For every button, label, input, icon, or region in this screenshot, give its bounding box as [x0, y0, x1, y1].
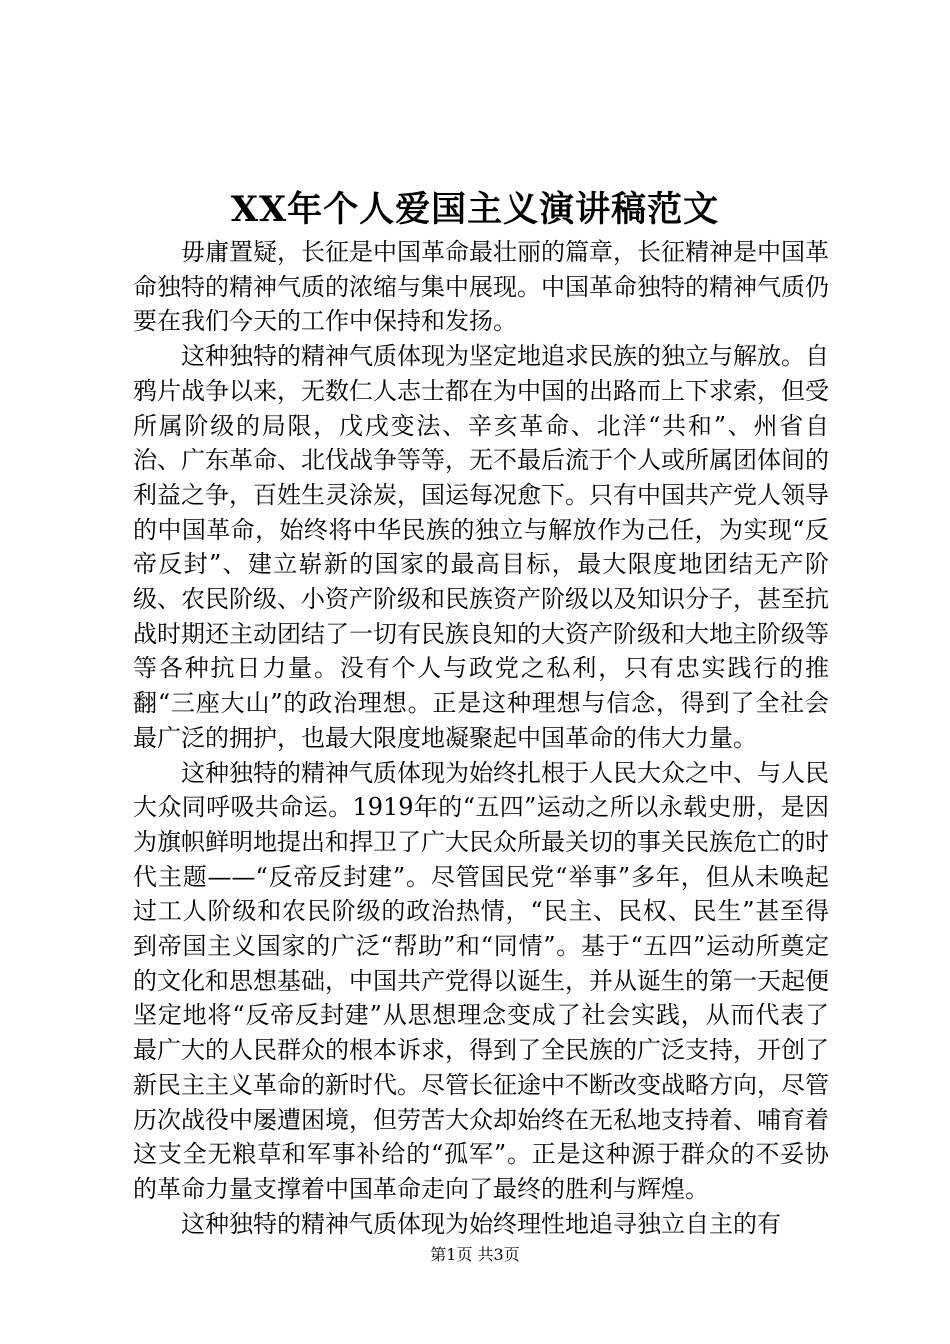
document-body	[133, 235, 829, 1241]
document-title: XX年个人爱国主义演讲稿范文	[230, 189, 720, 230]
paragraph-1: 毋庸置疑，长征是中国革命最壮丽的篇章，长征精神是中国革命独特的精神气质的浓缩与集中展现。中国革命独特的精神气质仍要在我们今天的工作中保持和发扬。	[133, 238, 829, 336]
paragraph-3: 这种独特的精神气质体现为始终扎根于人民大众之中、与人民大众同呼吸共命运。1919年的“五四”运动之所以永载史册，是因为旗帜鲜明地提出和捍卫了广大民众所最关切的事关民族危亡的时代主题——“反帝反封建”。尽管国民党“举事”多年，但从未唤起过工人阶级和农民阶级的政治热情，“民主、民权、民生”甚至得到帝国主义国家的广泛“帮助”和“同情”。基于“五四”运动所奠定的文化和思想基础，中国共产党得以诞生，并从诞生的第一天起便坚定地将“反帝反封建”从思想理念变成了社会实践，从而代表了最广大的人民群众的根本诉求，得到了全民族的广泛支持，开创了新民主主义革命的新时代。尽管长征途中不断改变战略方向，尽管历次战役中屡遭困境，但劳苦大众却始终在无私地支持着、哺育着这支全无粮草和军事补给的“孤军”。正是这种源于群众的不妥协的革命力量支撑着中国革命走向了最终的胜利与辉煌。	[133, 758, 829, 1203]
paragraph-4: 这种独特的精神气质体现为始终理性地追寻独立自主的有	[181, 1209, 781, 1238]
paragraph-2: 这种独特的精神气质体现为坚定地追求民族的独立与解放。自鸦片战争以来，无数仁人志士都在为中国的出路而上下求索，但受所属阶级的局限，戊戌变法、辛亥革命、北洋“共和”、州省自治、广东革命、北伐战争等等，无不最后流于个人或所属团体间的利益之争，百姓生灵涂炭，国运每况愈下。只有中国共产党人领导的中国革命，始终将中华民族的独立与解放作为己任，为实现“反帝反封”、建立崭新的国家的最高目标，最大限度地团结无产阶级、农民阶级、小资产阶级和民族资产阶级以及知识分子，甚至抗战时期还主动团结了一切有民族良知的大资产阶级和大地主阶级等等各种抗日力量。没有个人与政党之私利，只有忠实践行的推翻“三座大山”的政治理想。正是这种理想与信念，得到了全社会最广泛的拥护，也最大限度地凝聚起中国革命的伟大力量。	[133, 342, 829, 752]
page-footer: 第1页 共3页	[430, 1245, 520, 1264]
